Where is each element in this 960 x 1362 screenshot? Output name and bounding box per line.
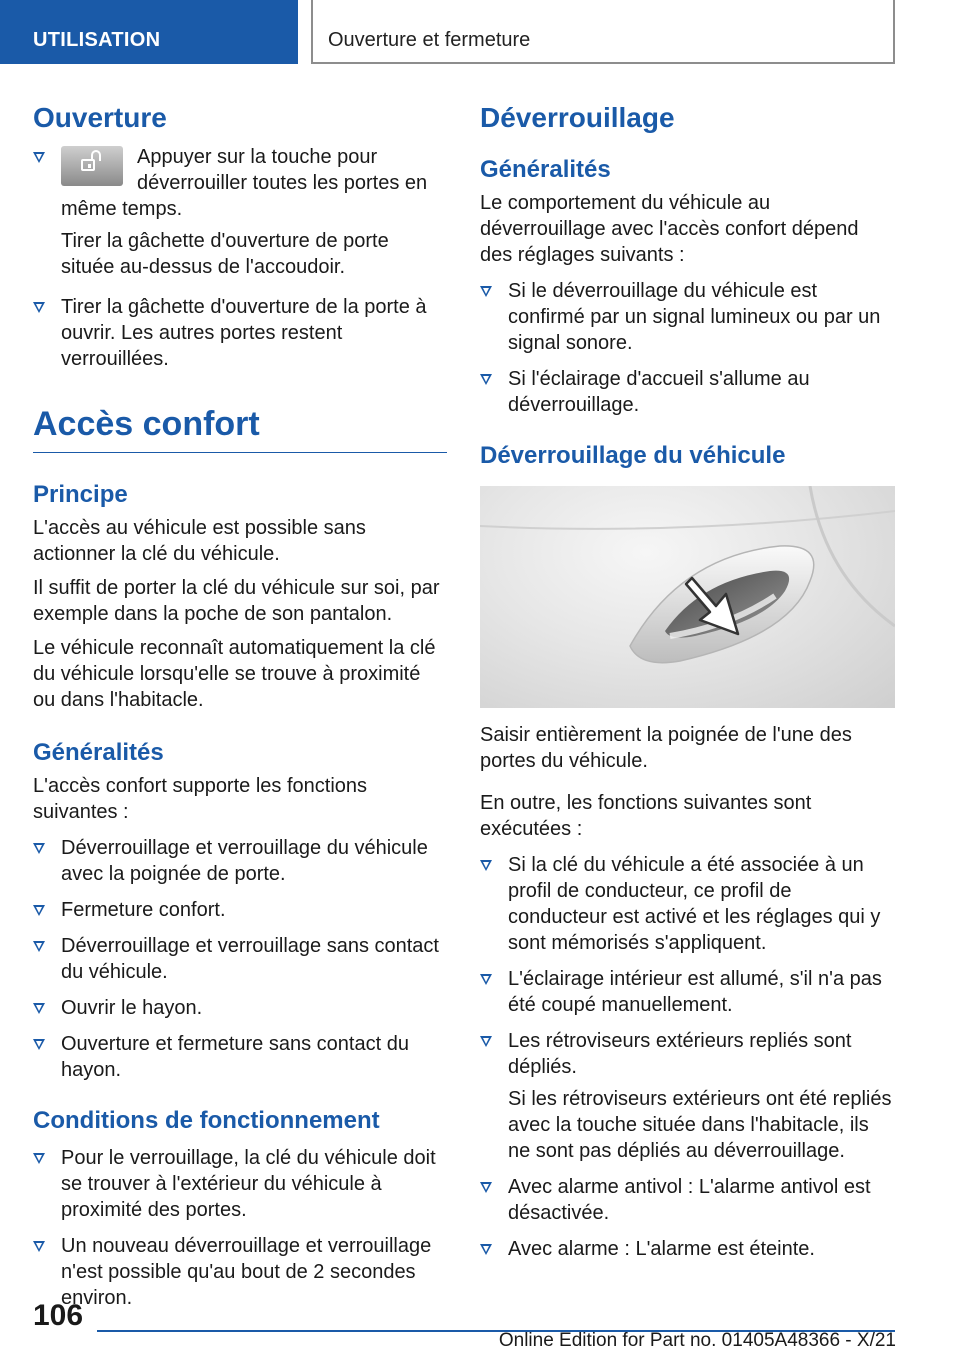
list-item-text: Tirer la gâchette d'ouverture de la porte à ouvrir. Les autres portes restent verrouillées.	[61, 296, 427, 370]
list-item	[480, 852, 896, 956]
triangle-bullet-icon	[480, 286, 492, 297]
list-item-text: Si le déverrouillage du véhicule est confirmé par un signal lumineux ou par un signal sonore.	[508, 280, 881, 354]
chapter-tab	[311, 0, 895, 64]
list-item	[33, 835, 447, 887]
door-handle-illustration	[480, 486, 895, 708]
triangle-bullet-icon	[480, 1036, 492, 1047]
list-item-text: Avec alarme antivol : L'alarme antivol est désactivée.	[508, 1176, 871, 1224]
list-item	[33, 1031, 447, 1083]
triangle-bullet-icon	[480, 974, 492, 985]
list-item	[33, 144, 447, 222]
heading-generalites-right: Généralités	[480, 156, 611, 183]
edition-note: Online Edition for Part no. 01405A48366 - X/21	[498, 1330, 896, 1351]
photo-caption: Saisir entièrement la poignée de l'une des portes du véhicule.	[480, 724, 852, 772]
list-item	[480, 366, 896, 418]
list-item	[33, 995, 447, 1021]
title-acces-confort: Accès confort	[33, 402, 447, 453]
list-item-text: Pour le verrouillage, la clé du véhicule doit se trouver à l'extérieur du véhicule à proximité des portes.	[61, 1147, 436, 1221]
list-item-text: Les rétroviseurs extérieurs repliés sont dépliés.	[508, 1030, 852, 1078]
triangle-bullet-icon	[33, 152, 45, 163]
list-item	[33, 1145, 447, 1223]
list-item	[480, 1028, 896, 1080]
list-subtext: Si les rétroviseurs extérieurs ont été repliés avec la touche située dans l'habitacle, ils ne sont pas dépliés au déverrouillage.	[508, 1088, 892, 1162]
page-number: 106	[33, 1299, 84, 1332]
heading-deverrouillage: Déverrouillage	[480, 102, 675, 133]
list-item-text: Avec alarme : L'alarme est éteinte.	[508, 1238, 815, 1260]
list-item-text: Fermeture confort.	[61, 899, 226, 921]
list-item	[33, 933, 447, 985]
generalites-right-intro: Le comportement du véhicule au déverrouillage avec l'accès confort dépend des réglages suivants :	[480, 192, 859, 266]
list-item	[33, 1233, 447, 1311]
list-item-text: Ouvrir le hayon.	[61, 997, 203, 1019]
principe-p1: L'accès au véhicule est possible sans actionner la clé du véhicule.	[33, 517, 366, 565]
section-tab	[0, 0, 298, 64]
triangle-bullet-icon	[33, 1039, 45, 1050]
heading-deverrouillage-vehicule: Déverrouillage du véhicule	[480, 442, 786, 469]
vehicule-intro: En outre, les fonctions suivantes sont exécutées :	[480, 792, 812, 840]
list-item	[33, 294, 447, 372]
generalites-intro: L'accès confort supporte les fonctions suivantes :	[33, 775, 368, 823]
triangle-bullet-icon	[480, 1182, 492, 1193]
triangle-bullet-icon	[33, 302, 45, 313]
list-item-text: Un nouveau déverrouillage et verrouillage n'est possible qu'au bout de 2 secondes environ.	[61, 1235, 432, 1309]
list-item-text: L'éclairage intérieur est allumé, s'il n'a pas été coupé manuellement.	[508, 968, 882, 1016]
triangle-bullet-icon	[33, 1003, 45, 1014]
right-column	[480, 100, 896, 1262]
list-item-text: Si la clé du véhicule a été associée à un profil de conducteur, ce profil de conducteur est activé et les réglages qui y sont mémorisés s'appliquent.	[508, 854, 881, 954]
unlock-button-icon	[61, 146, 123, 186]
list-item	[480, 966, 896, 1018]
list-item	[480, 1174, 896, 1226]
triangle-bullet-icon	[480, 1244, 492, 1255]
triangle-bullet-icon	[480, 374, 492, 385]
triangle-bullet-icon	[480, 860, 492, 871]
list-item	[480, 1236, 896, 1262]
list-item-text: Déverrouillage et verrouillage sans contact du véhicule.	[61, 935, 439, 983]
list-item	[480, 278, 896, 356]
list-item-text: Ouverture et fermeture sans contact du hayon.	[61, 1033, 409, 1081]
left-column	[33, 100, 447, 1311]
triangle-bullet-icon	[33, 905, 45, 916]
chapter-title: Ouverture et fermeture	[328, 29, 531, 51]
triangle-bullet-icon	[33, 941, 45, 952]
heading-generalites: Généralités	[33, 739, 164, 766]
list-item	[33, 897, 447, 923]
list-item-text: Si l'éclairage d'accueil s'allume au déverrouillage.	[508, 368, 810, 416]
heading-principe: Principe	[33, 481, 128, 508]
triangle-bullet-icon	[33, 843, 45, 854]
section-title: UTILISATION	[33, 29, 161, 51]
list-item-text: Appuyer sur la touche pour déverrouiller toutes les portes en même temps.	[61, 146, 428, 220]
list-subtext: Tirer la gâchette d'ouverture de porte située au-dessus de l'accoudoir.	[61, 230, 389, 278]
triangle-bullet-icon	[33, 1153, 45, 1164]
heading-ouverture: Ouverture	[33, 102, 167, 133]
principe-p2: Il suffit de porter la clé du véhicule sur soi, par exemple dans la poche de son pantalon.	[33, 577, 440, 625]
heading-conditions: Conditions de fonctionnement	[33, 1107, 380, 1134]
list-item-text: Déverrouillage et verrouillage du véhicule avec la poignée de porte.	[61, 837, 428, 885]
triangle-bullet-icon	[33, 1241, 45, 1252]
principe-p3: Le véhicule reconnaît automatiquement la clé du véhicule lorsqu'elle se trouve à proximité ou dans l'habitacle.	[33, 637, 436, 711]
